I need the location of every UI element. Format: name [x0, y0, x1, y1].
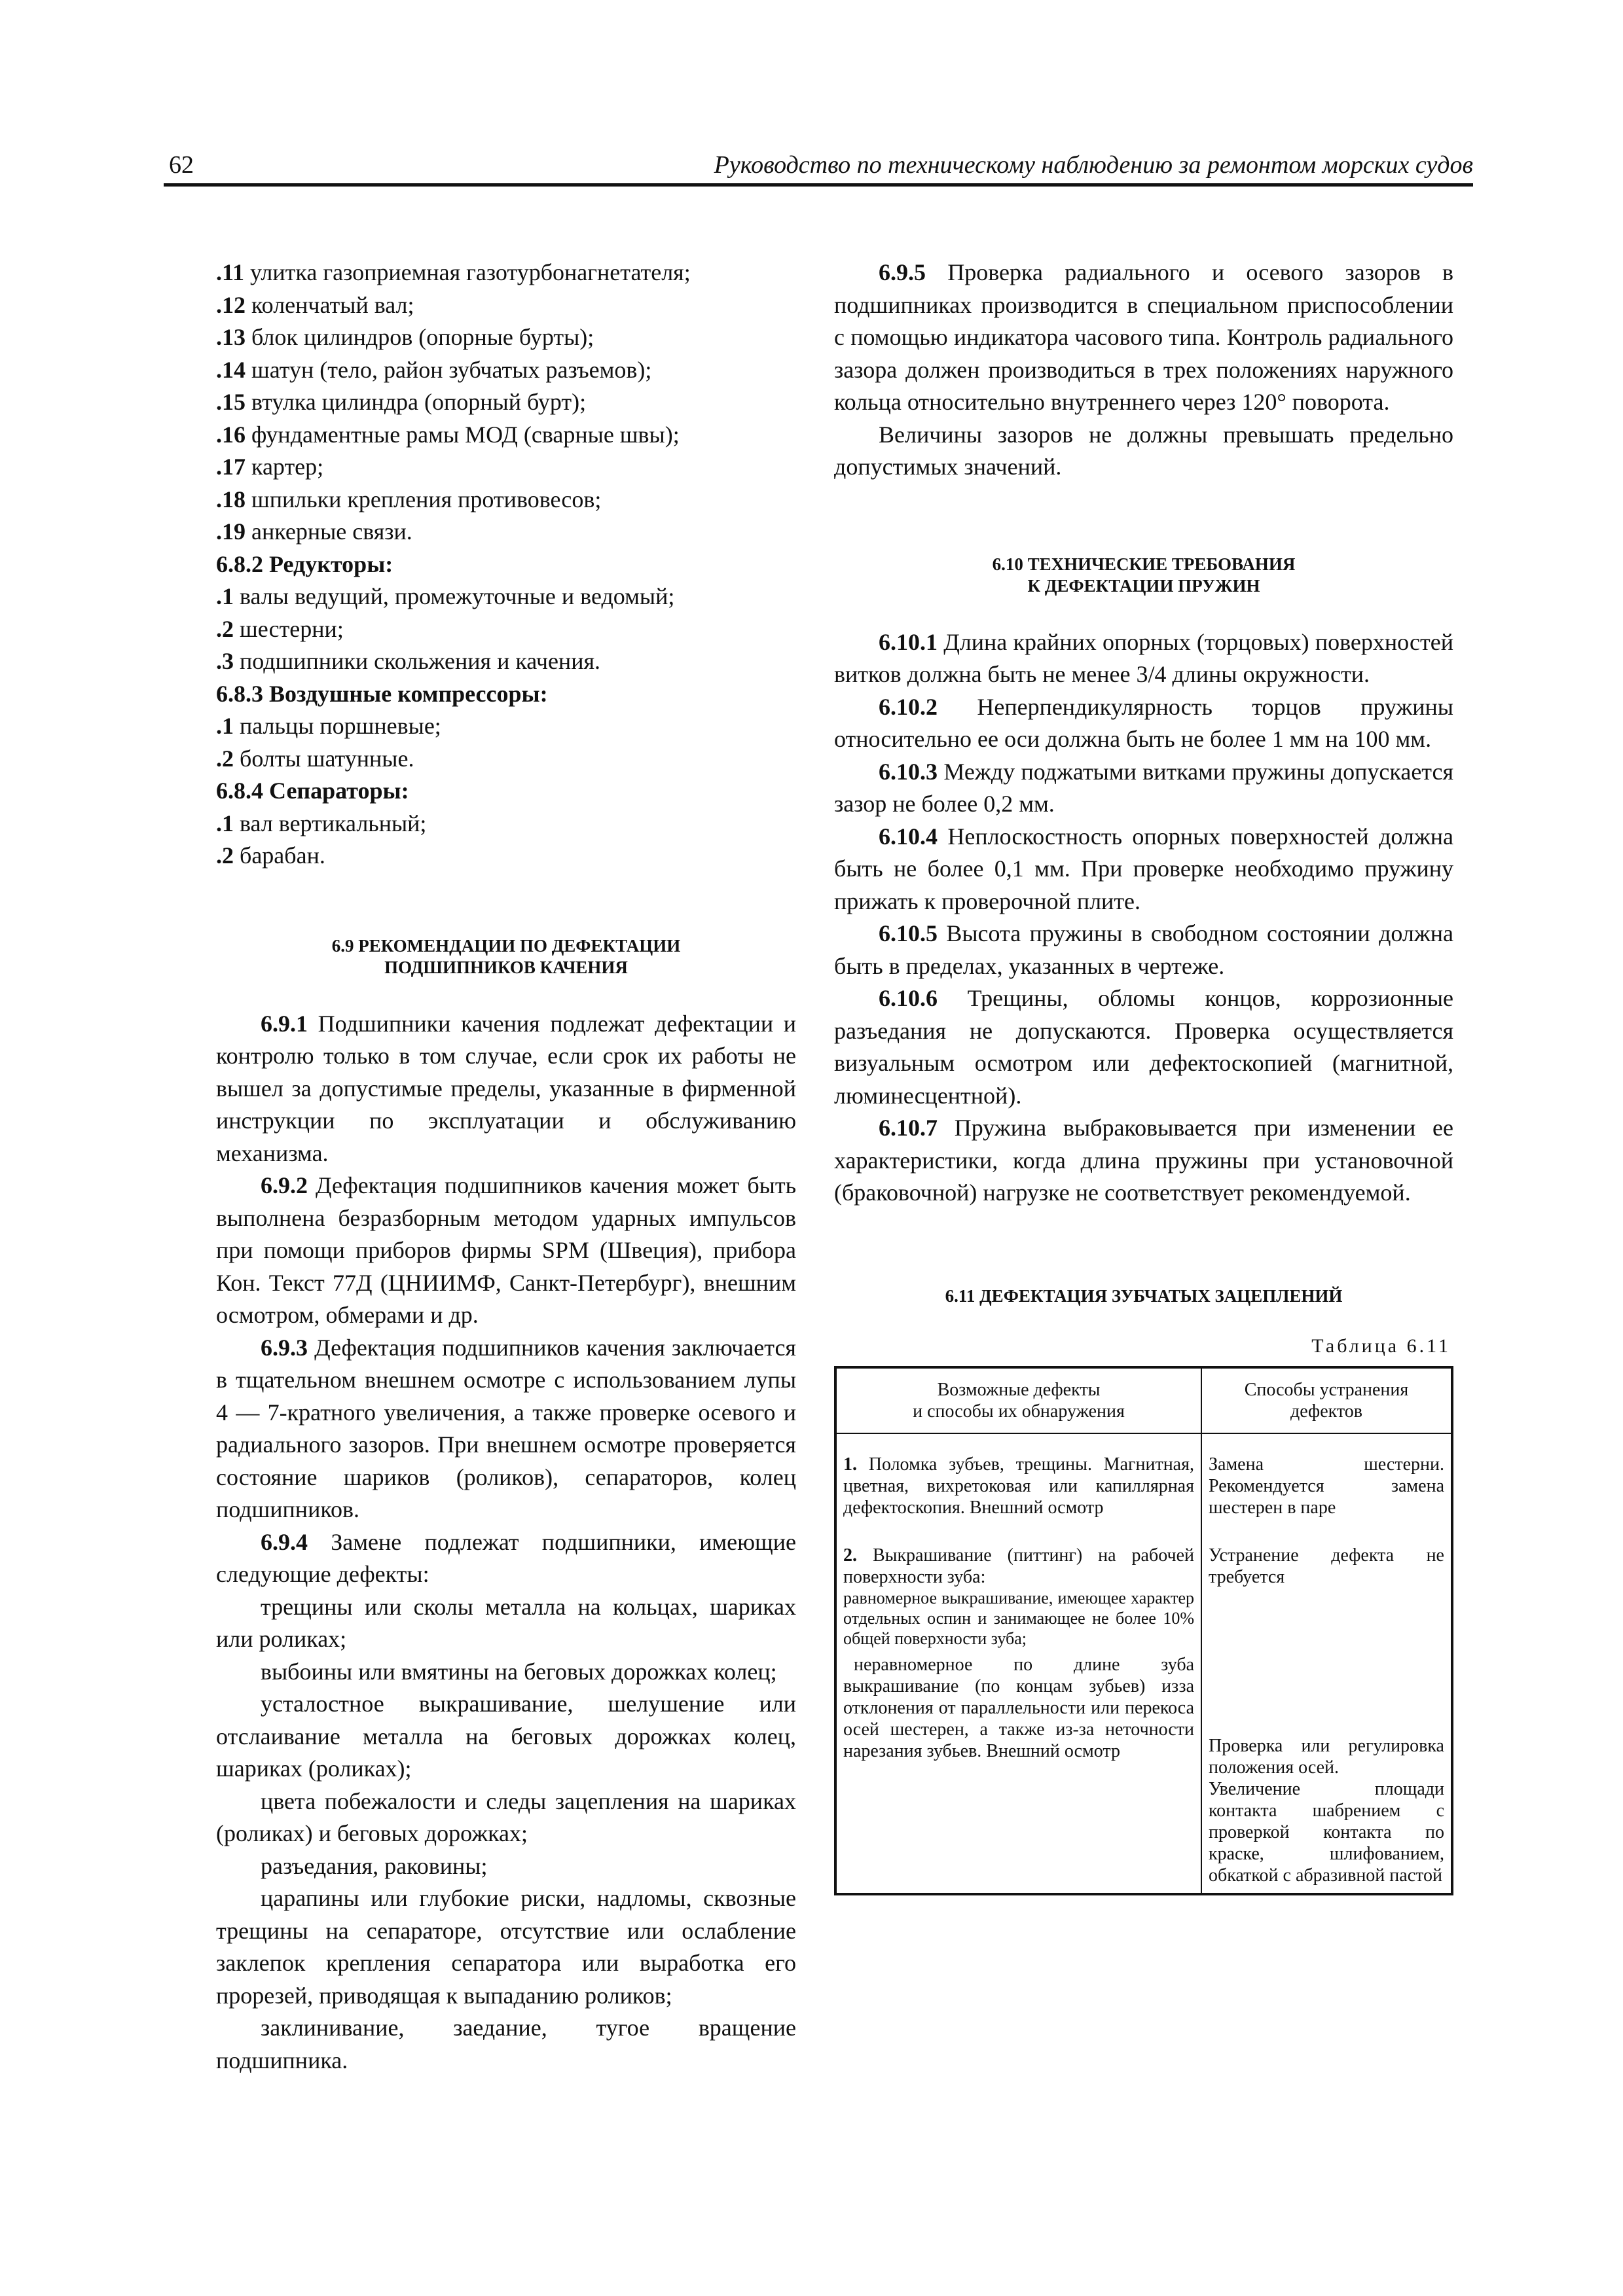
list-item: выбоины или вмятины на беговых дорожках колец; [261, 1658, 777, 1685]
list-item: .13 блок цилиндров (опорные бурты); [216, 324, 594, 350]
list-item: .15 втулка цилиндра (опорный бурт); [216, 389, 587, 415]
section-title-6-10: 6.10 ТЕХНИЧЕСКИЕ ТРЕБОВАНИЯ К ДЕФЕКТАЦИИ ПРУЖИН [992, 554, 1296, 596]
table-caption: Таблица 6.11 [1311, 1335, 1451, 1357]
list-item: усталостное выкрашивание, шелушение или отслаивание металла на беговых дорожках колец, шариках (роликах); [216, 1691, 796, 1782]
paragraph-6-9-1: 6.9.1 Подшипники качения подлежат дефектации и контролю только в том случае, если срок их работы не вышел за допустимые пределы, указанные в фирменной инструкции по эксплуатации и обслуживанию механизма. [216, 1010, 796, 1166]
page-header [164, 145, 1473, 185]
list-item: цвета побежалости и следы зацепления на шариках (роликах) и беговых дорожках; [216, 1787, 796, 1846]
list-item: .3 подшипники скольжения и качения. [216, 648, 601, 674]
subheading-compressors: 6.8.3 Воздушные компрессоры: [216, 680, 548, 707]
list-item: .1 пальцы поршневые; [216, 713, 441, 739]
page-number: 62 [169, 151, 194, 179]
list-item: .2 болты шатунные. [216, 745, 414, 772]
list-item: .16 фундаментные рамы МОД (сварные швы); [216, 421, 680, 448]
paragraph-6-9-2: 6.9.2 Дефектация подшипников качения может быть выполнена безразборным методом ударных импульсов при помощи приборов фирмы SPM (Швеция), прибора Кон. Текст 77Д (ЦНИИМФ, Санкт-Петербург), внешним осмотром, обмерами и др. [216, 1172, 796, 1328]
list-item: .19 анкерные связи. [216, 518, 412, 545]
table-header-row [835, 1367, 1452, 1433]
list-item: .14 шатун (тело, район зубчатых разъемов); [216, 356, 652, 383]
table-cell: Устранение дефекта не требуется Проверка или регулировка положения осей. Увеличение площади контакта шабрением с проверкой контакта по краске, шлифованием, обкаткой с абразивной пастой [1209, 1545, 1444, 1886]
table-row [835, 1538, 1452, 1894]
list-item: трещины или сколы металла на кольцах, шариках или роликах; [216, 1593, 796, 1652]
table-cell: 2. Выкрашивание (питтинг) на рабочей поверхности зуба: равномерное выкрашивание, имеющее характер отдельных оспин и занимающее не более 10% общей поверхности зуба; неравномерное по длине зуба выкрашивание (по концам зубьев) изза отклонения от параллельности или перекоса осей шестерен, а также из-за неточности нарезания зубьев. Внешний осмотр [835, 1538, 1201, 1894]
list-item: .1 валы ведущий, промежуточные и ведомый; [216, 583, 675, 609]
list-item: .11 улитка газоприемная газотурбонагнетателя; [216, 259, 691, 285]
paragraph-6-9-5-continued: Величины зазоров не должны превышать предельно допустимых значений. [834, 421, 1453, 480]
list-item: .2 шестерни; [216, 615, 344, 642]
paragraph-6-10-3: 6.10.3 Между поджатыми витками пружины допускается зазор не более 0,2 мм. [834, 758, 1454, 817]
section-title-6-9: 6.9 РЕКОМЕНДАЦИИ ПО ДЕФЕКТАЦИИ ПОДШИПНИКОВ КАЧЕНИЯ [331, 935, 681, 977]
column-header-defects: Возможные дефекты и способы их обнаружения [835, 1367, 1201, 1433]
subheading-separators: 6.8.4 Сепараторы: [216, 778, 409, 804]
paragraph-6-9-4: 6.9.4 Замене подлежат подшипники, имеющие следующие дефекты: [216, 1528, 796, 1587]
paragraph-6-10-5: 6.10.5 Высота пружины в свободном состоянии должна быть в пределах, указанных в чертеже. [834, 920, 1454, 979]
list-item: .2 барабан. [216, 842, 325, 869]
paragraph-6-10-4: 6.10.4 Неплоскостность опорных поверхностей должна быть не более 0,1 мм. При проверке необходимо пружину прижать к проверочной плите. [834, 823, 1453, 914]
section-title-6-11: 6.11 ДЕФЕКТАЦИЯ ЗУБЧАТЫХ ЗАЦЕПЛЕНИЙ [945, 1285, 1343, 1306]
left-column [216, 257, 796, 2077]
subheading-reducers: 6.8.2 Редукторы: [216, 550, 393, 577]
running-title: Руководство по техническому наблюдению за ремонтом морских судов [714, 151, 1473, 179]
paragraph-6-10-7: 6.10.7 Пружина выбраковывается при изменении ее характеристики, когда длина пружины при установочной (браковочной) нагрузке не соответствует рекомендуемой. [834, 1115, 1454, 1206]
list-item: .1 вал вертикальный; [216, 810, 427, 836]
list-item: заклинивание, заедание, тугое вращение подшипника. [216, 2015, 796, 2073]
gear-defects-table [834, 1366, 1453, 1895]
header-rule [164, 183, 1473, 187]
table-row [835, 1433, 1452, 1538]
paragraph-6-10-6: 6.10.6 Трещины, обломы концов, коррозионные разъедания не допускаются. Проверка осуществляется визуальным осмотром или дефектоскопией (магнитной, люминесцентной). [834, 985, 1453, 1109]
list-item: разъедания, раковины; [261, 1852, 488, 1879]
list-item: .17 картер; [216, 454, 324, 480]
column-header-remedies: Способы устранения дефектов [1201, 1367, 1452, 1433]
list-item: .12 коленчатый вал; [216, 291, 414, 318]
paragraph-6-9-5: 6.9.5 Проверка радиального и осевого зазоров в подшипниках производится в специальном приспособлении с помощью индикатора часового типа. Контроль радиального зазора должен производиться в трех положениях наружного кольца относительно внутреннего через 120° поворота. [834, 259, 1453, 415]
paragraph-6-9-3: 6.9.3 Дефектация подшипников качения заключается в тщательном внешнем осмотре с использованием лупы 4 — 7-кратного увеличения, а также проверке осевого и радиального зазоров. При внешнем осмотре проверяется состояние шариков (роликов), сепараторов, колец подшипников. [216, 1334, 796, 1522]
paragraph-6-10-2: 6.10.2 Неперпендикулярность торцов пружины относительно ее оси должна быть не более 1 мм на 100 мм. [834, 693, 1453, 752]
engine-parts-list [216, 257, 796, 548]
list-item: царапины или глубокие риски, надломы, сквозные трещины на сепараторе, отсутствие или ослабление заклепок крепления сепаратора или выработка его прорезей, приводящая к выпаданию роликов; [216, 1885, 796, 2009]
table-cell: Замена шестерни. Рекомендуется замена шестерен в паре [1209, 1454, 1444, 1518]
table-cell: 1. Поломка зубъев, трещины. Магнитная, цветная, вихретоковая или капиллярная дефектоскопия. Внешний осмотр [835, 1433, 1201, 1538]
paragraph-6-10-1: 6.10.1 Длина крайних опорных (торцовых) поверхностей витков должна быть не менее 3/4 длины окружности. [834, 628, 1453, 687]
right-column [834, 257, 1453, 1895]
list-item: .18 шпильки крепления противовесов; [216, 486, 602, 512]
bearing-defects-list [216, 1591, 796, 2077]
